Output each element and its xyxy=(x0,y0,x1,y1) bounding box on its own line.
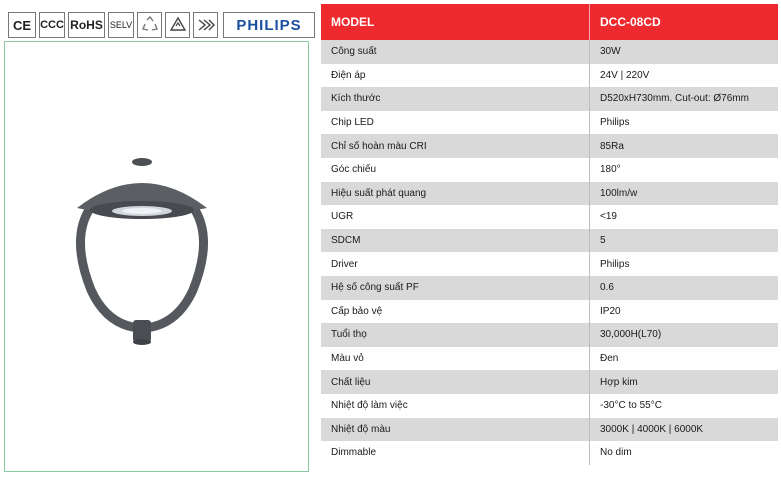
spec-value: D520xH730mm. Cut-out: Ø76mm xyxy=(590,87,779,111)
spec-row xyxy=(321,40,778,64)
spec-value: 24V | 220V xyxy=(590,64,779,88)
spec-row xyxy=(321,394,778,418)
spec-label: Nhiệt độ màu xyxy=(321,418,590,442)
spec-label: Nhiệt độ làm việc xyxy=(321,394,590,418)
spec-label: Hệ số công suất PF xyxy=(321,276,590,300)
spec-row xyxy=(321,347,778,371)
spec-row xyxy=(321,300,778,324)
model-value: DCC-08CD xyxy=(590,4,779,40)
spec-value: 5 xyxy=(590,229,779,253)
spec-value: -30°C to 55°C xyxy=(590,394,779,418)
product-image-panel xyxy=(4,41,309,472)
spec-value: 30W xyxy=(590,40,779,64)
spec-row xyxy=(321,111,778,135)
spec-value: 30,000H(L70) xyxy=(590,323,779,347)
spec-row xyxy=(321,158,778,182)
spec-row xyxy=(321,323,778,347)
spec-row xyxy=(321,418,778,442)
philips-logo: PHILIPS xyxy=(223,12,315,38)
spec-value: Philips xyxy=(590,111,779,135)
spec-value: IP20 xyxy=(590,300,779,324)
spec-value: <19 xyxy=(590,205,779,229)
spec-row xyxy=(321,229,778,253)
spec-label: Cấp bảo vệ xyxy=(321,300,590,324)
spec-value: 100lm/w xyxy=(590,182,779,206)
spec-label: UGR xyxy=(321,205,590,229)
rcm-triangle-icon xyxy=(165,12,190,38)
spec-row xyxy=(321,370,778,394)
selv-mark: SELV xyxy=(108,12,134,38)
spec-label: Chỉ số hoàn màu CRI xyxy=(321,134,590,158)
spec-label: Kích thước xyxy=(321,87,590,111)
spec-label: Hiệu suất phát quang xyxy=(321,182,590,206)
spec-label: SDCM xyxy=(321,229,590,253)
spec-value: No dim xyxy=(590,441,779,465)
spec-label: Màu vỏ xyxy=(321,347,590,371)
spec-row xyxy=(321,441,778,465)
spec-label: Điện áp xyxy=(321,64,590,88)
spec-value: Philips xyxy=(590,252,779,276)
rohs-mark: RoHS xyxy=(68,12,105,38)
spec-row xyxy=(321,64,778,88)
certification-bar xyxy=(8,12,315,38)
spec-value: 180° xyxy=(590,158,779,182)
spec-header-row xyxy=(321,4,778,40)
spec-row xyxy=(321,205,778,229)
spec-value: Đen xyxy=(590,347,779,371)
spec-row xyxy=(321,276,778,300)
spec-row xyxy=(321,134,778,158)
spec-value: Hợp kim xyxy=(590,370,779,394)
ce-mark: CE xyxy=(8,12,36,38)
spec-row xyxy=(321,182,778,206)
spec-row xyxy=(321,252,778,276)
spec-label: Dimmable xyxy=(321,441,590,465)
mark-icon xyxy=(193,12,218,38)
spec-value: 85Ra xyxy=(590,134,779,158)
model-label: MODEL xyxy=(321,4,590,40)
spec-value: 3000K | 4000K | 6000K xyxy=(590,418,779,442)
spec-label: Tuổi thọ xyxy=(321,323,590,347)
spec-label: Chất liệu xyxy=(321,370,590,394)
spec-table xyxy=(321,4,778,465)
ccc-mark: CCC xyxy=(39,12,65,38)
recycle-icon xyxy=(137,12,162,38)
spec-label: Chip LED xyxy=(321,111,590,135)
spec-label: Driver xyxy=(321,252,590,276)
spec-label: Góc chiếu xyxy=(321,158,590,182)
spec-row xyxy=(321,87,778,111)
spec-label: Công suất xyxy=(321,40,590,64)
spec-value: 0.6 xyxy=(590,276,779,300)
garden-lamp-image xyxy=(67,150,217,350)
